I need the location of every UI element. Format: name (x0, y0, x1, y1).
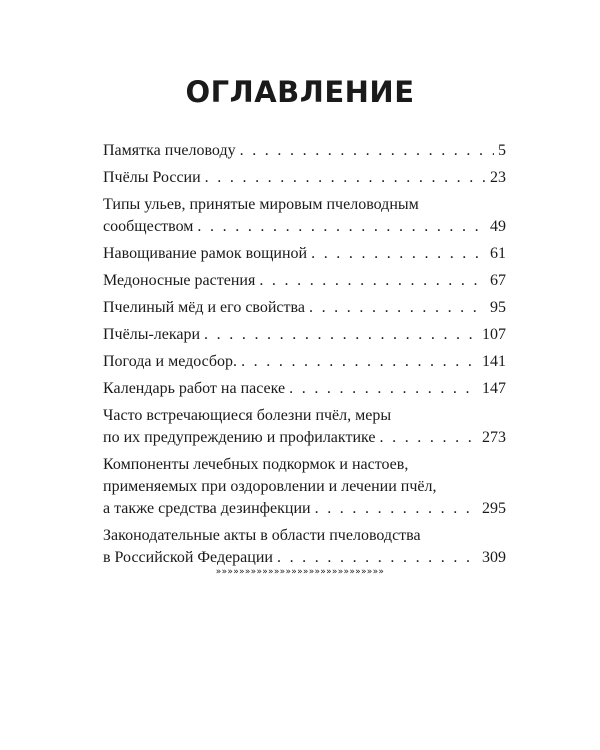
toc-page-number: 295 (482, 500, 506, 517)
toc-entry-title: Погода и медосбор. (103, 353, 238, 370)
toc-page-number: 107 (482, 326, 506, 343)
dot-leader (259, 270, 486, 292)
dot-leader (197, 216, 486, 238)
toc-entry-title: Памятка пчеловоду (103, 142, 236, 159)
toc-entry-title-line: Компоненты лечебных подкормок и настоев, (103, 456, 409, 473)
toc-page-number: 95 (490, 299, 506, 316)
toc-page-number: 49 (490, 218, 506, 235)
dot-leader (289, 378, 478, 400)
decorative-separator: »»»»»»»»»»»»»»»»»»»»»»»»»»»»» (215, 567, 385, 577)
toc-entry[interactable] (103, 167, 506, 189)
toc-entry[interactable] (103, 454, 506, 520)
toc-entry-title-line: Законодательные акты в области пчеловодства (103, 527, 421, 544)
toc-entry-title-line: Часто встречающиеся болезни пчёл, меры (103, 407, 392, 424)
toc-entry-title: Пчелиный мёд и его свойства (103, 299, 305, 316)
dot-leader (311, 243, 486, 265)
toc-page-number: 309 (482, 549, 506, 566)
toc-entry[interactable] (103, 243, 506, 265)
toc-page-number: 23 (490, 169, 506, 186)
toc-page-number: 273 (482, 429, 506, 446)
dot-leader (380, 427, 479, 449)
toc-page-number: 141 (482, 353, 506, 370)
page-title: ОГЛАВЛЕНИЕ (185, 75, 415, 109)
toc-entry[interactable] (103, 525, 506, 569)
toc-entry-title: Календарь работ на пасеке (103, 380, 286, 397)
toc-entry-title-line: сообществом (103, 218, 194, 235)
toc-entry[interactable] (103, 140, 506, 162)
dot-leader (240, 140, 494, 162)
dot-leader (277, 547, 478, 569)
dot-leader (204, 324, 478, 346)
toc-entry-title: Медоносные растения (103, 272, 256, 289)
toc-page-number: 147 (482, 380, 506, 397)
table-of-contents (103, 140, 506, 574)
toc-entry-title-line: по их предупреждению и профилактике (103, 429, 376, 446)
toc-page-number: 67 (490, 272, 506, 289)
toc-entry-title: Пчёлы-лекари (103, 326, 201, 343)
dot-leader (315, 498, 478, 520)
toc-entry[interactable] (103, 378, 506, 400)
toc-entry-title-line: Типы ульев, принятые мировым пчеловодным (103, 196, 419, 213)
toc-entry-title: Навощивание рамок вощиной (103, 245, 308, 262)
dot-leader (241, 351, 478, 373)
toc-entry-title: Пчёлы России (103, 169, 201, 186)
toc-entry-title-line: применяемых при оздоровлении и лечении пчёл, (103, 478, 437, 495)
toc-entry[interactable] (103, 324, 506, 346)
toc-entry-title-line: а также средства дезинфекции (103, 500, 311, 517)
toc-entry[interactable] (103, 297, 506, 319)
dot-leader (309, 297, 486, 319)
toc-entry[interactable] (103, 405, 506, 449)
dot-leader (205, 167, 486, 189)
toc-entry[interactable] (103, 270, 506, 292)
toc-entry-title-line: в Российской Федерации (103, 549, 273, 566)
toc-entry[interactable] (103, 194, 506, 238)
toc-page-number: 61 (490, 245, 506, 262)
toc-page-number: 5 (498, 142, 506, 159)
toc-entry[interactable] (103, 351, 506, 373)
